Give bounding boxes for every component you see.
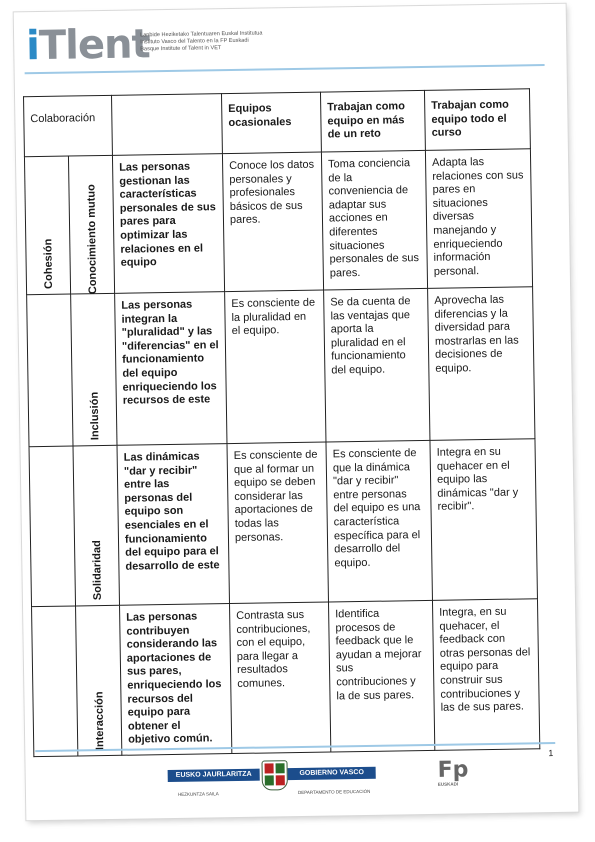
rubric-table xyxy=(23,88,540,757)
group-label-cell xyxy=(29,446,76,607)
row-label: Solidaridad xyxy=(90,540,104,601)
column-header: Equipos ocasionales xyxy=(222,92,322,154)
group-label: Cohesión xyxy=(42,238,56,289)
table-cell: Es consciente de que al formar un equipo se deben considerar las aportaciones de todas las personas. xyxy=(227,442,329,604)
row-label: Interacción xyxy=(93,691,107,751)
gov-label-basque: EUSKO JAURLARITZA xyxy=(168,769,260,782)
group-label-cell xyxy=(27,294,73,447)
coat-of-arms-icon xyxy=(261,760,287,790)
column-header: Trabajan como equipo en más de un reto xyxy=(320,90,425,152)
table-row xyxy=(27,287,535,447)
table-cell: Adapta las relaciones con sus pares en situaciones diversas manejando y enriqueciendo información personal. xyxy=(425,149,532,289)
row-label-cell xyxy=(71,293,117,446)
basque-government-logo xyxy=(167,759,388,802)
itlent-logo: iTlent xyxy=(25,21,151,70)
fp-euskadi-logo: Fp EUSKADI xyxy=(437,757,469,787)
row-description: Las personas gestionan las características personales de sus pares para optimizar las relaciones en el equipo xyxy=(112,154,224,294)
page-number: 1 xyxy=(548,747,554,759)
table-row xyxy=(29,439,537,607)
corner-label: Colaboración xyxy=(24,95,113,156)
table-cell: Es consciente de la pluralidad en el equipo. xyxy=(225,290,326,444)
dept-label-spanish: DEPARTAMENTO DE EDUCACIÓN xyxy=(297,788,371,796)
institute-name: Lanbide Heziketako Talentuaren Euskal Institutua Instituto Vasco del Talento en la FP Euskadi Basque Institute of Talent in VET xyxy=(140,30,263,53)
document-page xyxy=(14,4,579,821)
row-description: Las dinámicas "dar y recibir" entre las personas del equipo son esenciales en el funcionamiento del equipo para el desarrollo de este xyxy=(117,444,229,606)
table-cell: Toma conciencia de la conveniencia de adaptar sus acciones en diferentes situaciones personales de sus pares. xyxy=(321,150,427,290)
row-label-cell xyxy=(73,445,120,606)
table-cell: Contrasta sus contribuciones, con el equipo, para llegar a resultados comunes. xyxy=(230,602,331,754)
row-label: Inclusión xyxy=(88,391,102,441)
row-label-cell xyxy=(68,155,114,294)
table-header-row xyxy=(24,89,531,157)
table-row xyxy=(24,149,532,295)
row-description: Las personas integran la "pluralidad" y las "diferencias" en el funcionamiento del equipo enriqueciendo los recursos de este xyxy=(115,292,227,446)
row-description: Las personas contribuyen considerando las aportaciones de sus pares, enriqueciendo los recursos del equipo para obtener el objetivo común. xyxy=(120,604,232,756)
table-row xyxy=(32,599,540,757)
row-label: Conocimiento mutuo xyxy=(85,184,100,295)
table-cell: Conoce los datos personales y profesionales básicos de sus pares. xyxy=(222,152,323,292)
row-label-cell xyxy=(76,605,122,756)
header-empty-cell xyxy=(112,94,223,156)
table-cell: Aprovecha las diferencias y la diversidad para mostrarlas en las decisiones de equipo. xyxy=(428,287,535,441)
column-header: Trabajan como equipo todo el curso xyxy=(424,89,530,151)
gov-label-spanish: GOBIERNO VASCO xyxy=(288,767,376,780)
dept-label-basque: HEZKUNTZA SAILA xyxy=(177,791,219,797)
group-label-cell xyxy=(24,156,70,295)
table-cell: Es consciente de que la dinámica "dar y recibir" entre personas del equipo es una característica específica para el desarrollo del equipo. xyxy=(326,440,433,602)
table-cell: Se da cuenta de las ventajas que aporta la pluralidad en el funcionamiento del equipo. xyxy=(324,288,430,442)
table-cell: Integra, en su quehacer, el feedback con otras personas del equipo para construir sus contribuciones y las de sus pares. xyxy=(432,599,539,751)
table-cell: Integra en su quehacer en el equipo las dinámicas "dar y recibir". xyxy=(430,439,538,601)
group-label-cell xyxy=(32,606,78,757)
table-cell: Identifica procesos de feedback que le ayudan a mejorar sus contribuciones y la de sus pares. xyxy=(329,600,435,752)
